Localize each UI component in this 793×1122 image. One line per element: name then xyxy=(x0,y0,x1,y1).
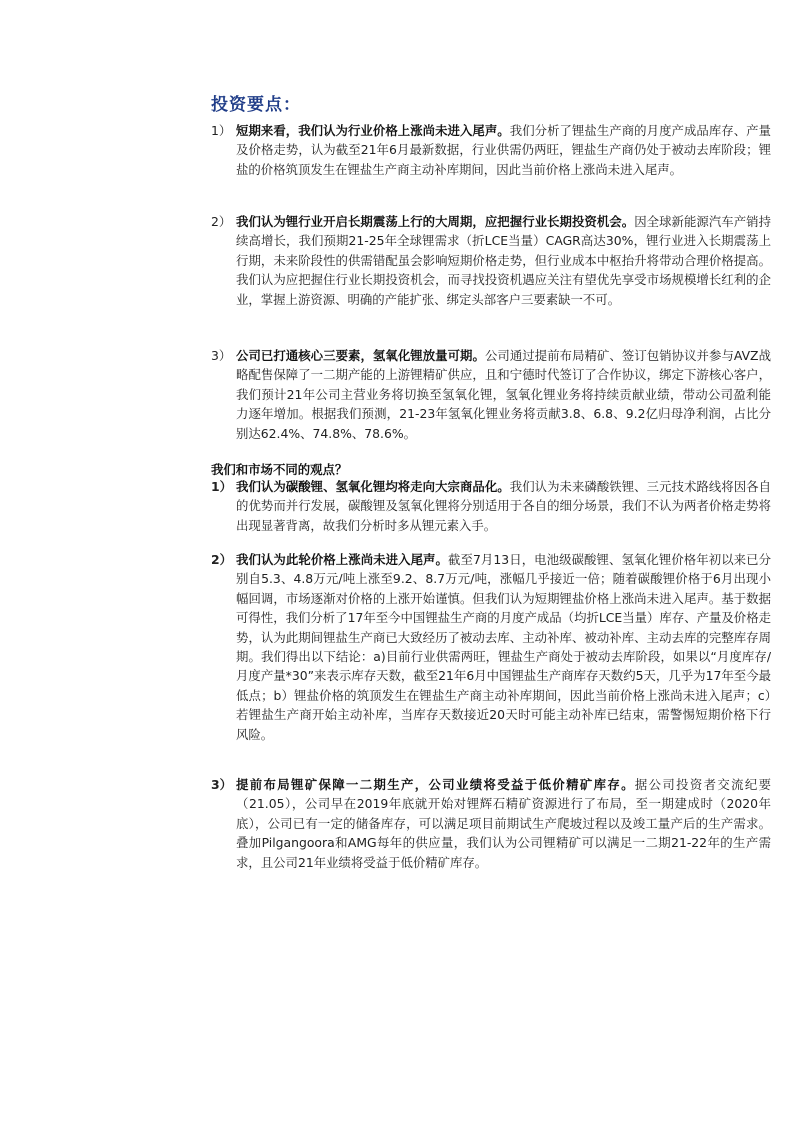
diff-point-body xyxy=(236,775,771,872)
diff-point-number: 2） xyxy=(211,552,233,567)
point-lead: 公司已打通核心三要素，氢氧化锂放量可期。 xyxy=(236,348,485,363)
point-number: 2） xyxy=(211,214,232,229)
point-number: 3） xyxy=(211,348,232,363)
diff-point-text: 据公司投资者交流纪要（21.05），公司早在2019年底就开始对锂辉石精矿资源进行了布局，至一期建成时（2020年底），公司已有一定的储备库存，可以满足项目前期试生产爬坡过程以及竣工量产后的生产需求。叠加Pilgangoora和AMG每年的供应量，我们认为公司锂精矿可以满足一二期21-22年的生产需求，且公司21年业绩将受益于低价精矿库存。 xyxy=(236,777,772,870)
point-lead: 短期来看，我们认为行业价格上涨尚未进入尾声。 xyxy=(236,123,510,138)
diff-point-lead: 提前布局锂矿保障一二期生产，公司业绩将受益于低价精矿库存。 xyxy=(236,777,635,792)
point-body xyxy=(236,346,771,443)
point-number: 1） xyxy=(211,123,232,138)
diff-point-body xyxy=(236,477,771,535)
diff-heading: 我们和市场不同的观点？ xyxy=(211,462,348,477)
diff-point-number: 1） xyxy=(211,479,233,494)
diff-point-body xyxy=(236,550,771,744)
point-lead: 我们认为锂行业开启长期震荡上行的大周期，应把握行业长期投资机会。 xyxy=(236,214,635,229)
diff-point-text: 我们认为未来磷酸铁锂、三元技术路线将因各自的优势而并行发展，碳酸锂及氢氧化锂将分别适用于各自的细分场景，我们不认为两者价格走势将出现显著背离，故我们分析时多从锂元素入手。 xyxy=(236,479,772,533)
point-text: 公司通过提前布局精矿、签订包销协议并参与AVZ战略配售保障了一二期产能的上游锂精矿供应，且和宁德时代签订了合作协议，绑定下游核心客户，我们预计21年公司主营业务将切换至氢氧化锂，氢氧化锂业务将持续贡献业绩，带动公司盈利能力逐年增加。根据我们预测，21-23年氢氧化锂业务将贡献3.8、6.8、9.2亿归母净利润，占比分别达62.4%、74.8%、78.6%。 xyxy=(236,348,771,441)
diff-point-number: 3） xyxy=(211,777,233,792)
point-body xyxy=(236,121,771,179)
point-text: 因全球新能源汽车产销持续高增长，我们预期21-25年全球锂需求（折LCE当量）CAGR高达30%，锂行业进入长期震荡上行期，未来阶段性的供需错配虽会影响短期价格走势，但行业成本中枢抬升将带动合理价格提高。我们认为应把握住行业长期投资机会，而寻找投资机遇应关注有望优先享受市场规模增长红利的企业，掌握上游资源、明确的产能扩张、绑定头部客户三要素缺一不可。 xyxy=(236,214,772,307)
point-text: 我们分析了锂盐生产商的月度产成品库存、产量及价格走势，认为截至21年6月最新数据，行业供需仍两旺，锂盐生产商仍处于被动去库阶段；锂盐的价格筑顶发生在锂盐生产商主动补库期间，因此当前价格上涨尚未进入尾声。 xyxy=(236,123,772,177)
diff-point-lead: 我们认为碳酸锂、氢氧化锂均将走向大宗商品化。 xyxy=(236,479,510,494)
diff-point-text: 截至7月13日，电池级碳酸锂、氢氧化锂价格年初以来已分别自5.3、4.8万元/吨上涨至9.2、8.7万元/吨，涨幅几乎接近一倍；随着碳酸锂价格于6月出现小幅回调，市场逐渐对价格的上涨开始谨慎。但我们认为短期锂盐价格上涨尚未进入尾声。基于数据可得性，我们分析了17年至今中国锂盐生产商的月度产成品（均折LCE当量）库存、产量及价格走势，认为此期间锂盐生产商已大致经历了被动去库、主动补库、被动补库、主动去库的完整库存周期。我们得出以下结论：a)目前行业供需两旺，锂盐生产商处于被动去库阶段，如果以“月度库存/月度产量*30”来表示库存天数，截至21年6月中国锂盐生产商库存天数约5天，几乎为17年至今最低点；b）锂盐价格的筑顶发生在锂盐生产商主动补库期间，因此当前价格上涨尚未进入尾声；c）若锂盐生产商开始主动补库，当库存天数接近20天时可能主动补库已结束，需警惕短期价格下行风险。 xyxy=(236,552,772,742)
diff-point-lead: 我们认为此轮价格上涨尚未进入尾声。 xyxy=(236,552,448,567)
point-body xyxy=(236,212,771,309)
section-title: 投资要点： xyxy=(211,95,301,115)
